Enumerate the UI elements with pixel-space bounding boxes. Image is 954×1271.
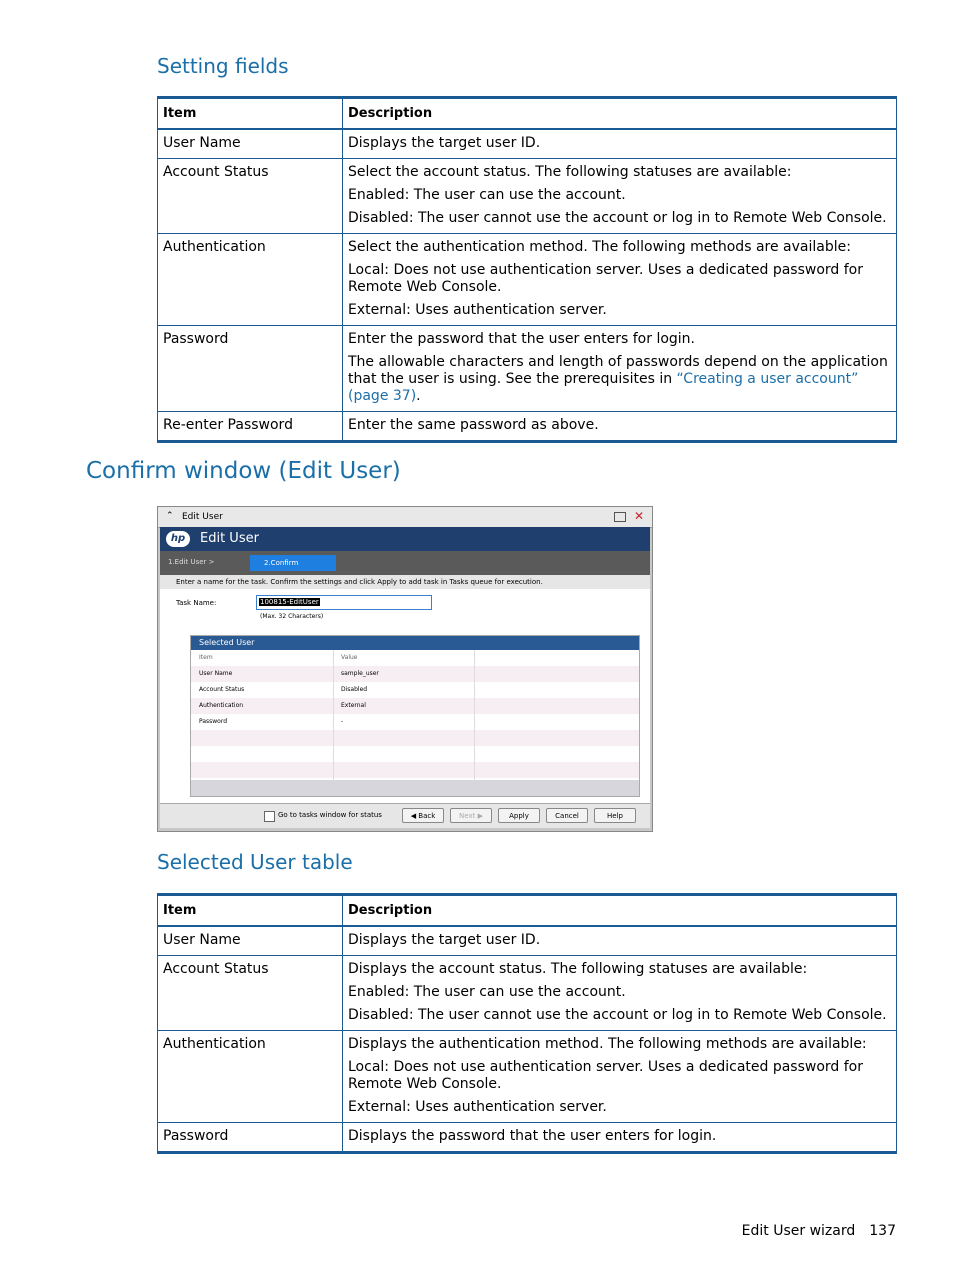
column-header-item: Item [158,895,343,927]
close-icon[interactable]: ✕ [633,509,644,523]
selected-user-header-row [191,650,639,667]
item-cell: Account Status [199,686,245,693]
description-text-part: The allowable characters and length of passwords depend on the application that the user is using. See the prerequisites in [348,354,888,387]
item-cell: Authentication [199,702,244,709]
go-to-tasks-label: Go to tasks window for status [278,811,382,819]
table-row [158,326,897,412]
table-row [158,1031,897,1123]
description-text: Select the account status. The following statuses are available: [348,164,792,180]
description-cell [343,1031,897,1123]
description-text: Local: Does not use authentication server. Uses a dedicated password for Remote Web Console. [348,1059,864,1092]
description-cell [343,1123,897,1153]
back-button[interactable]: ◀ Back [402,808,444,823]
description-cell [343,326,897,412]
description-cell [343,956,897,1031]
table-row [158,956,897,1031]
table-row [158,926,897,956]
step-edit-user[interactable]: 1.Edit User > [168,558,215,566]
column-header-item: Item [199,654,213,661]
next-button[interactable]: Next ▶ [450,808,492,823]
wizard-steps [160,551,650,575]
task-name-value: 100815-EditUser [260,598,319,606]
description-cell [343,159,897,234]
empty-row [191,762,639,778]
selected-user-title: Selected User [191,636,639,650]
table-row [158,412,897,442]
window-title: Edit User [182,512,223,522]
description-text: External: Uses authentication server. [348,1099,607,1115]
table-row [191,666,639,682]
item-cell: Password [199,718,228,725]
description-text [348,354,891,405]
instruction-text: Enter a name for the task. Confirm the settings and click Apply to add task in Tasks queue for execution. [160,575,650,589]
table-row [158,159,897,234]
description-text: Enter the password that the user enters for login. [348,331,696,347]
value-cell: - [341,718,344,725]
footer-title: Edit User wizard [741,1223,856,1239]
task-name-input[interactable] [256,595,432,610]
item-cell: Authentication [158,1031,343,1123]
dialog-body [160,575,650,803]
description-text: Displays the account status. The following statuses are available: [348,961,808,977]
section-heading-selected-user-table: Selected User table [157,850,353,874]
dialog-header [160,527,650,551]
description-text: Displays the password that the user enters for login. [348,1128,717,1144]
section-heading-confirm-window: Confirm window (Edit User) [86,458,401,484]
item-cell: Password [158,1123,343,1153]
item-cell: Password [158,326,343,412]
collapse-icon: ⌃ [166,511,174,521]
description-text: Disabled: The user cannot use the account or log in to Remote Web Console. [348,1007,887,1023]
task-name-label: Task Name: [176,599,217,607]
go-to-tasks-checkbox[interactable] [264,811,275,822]
confirm-window-screenshot [157,506,653,832]
value-cell: sample_user [341,670,379,677]
item-cell: User Name [158,926,343,956]
table-row [191,698,639,714]
description-text: Select the authentication method. The following methods are available: [348,239,851,255]
section-heading-setting-fields: Setting fields [157,54,289,78]
description-text: Enabled: The user can use the account. [348,984,626,1000]
table-row [191,714,639,730]
column-divider [333,650,334,780]
page-footer [742,1223,896,1239]
description-text: Displays the target user ID. [348,135,541,151]
description-cell [343,129,897,159]
column-header-value: Value [341,654,358,661]
description-text: Local: Does not use authentication server. Uses a dedicated password for Remote Web Console. [348,262,864,295]
table-row [191,682,639,698]
dialog-title: Edit User [200,531,259,546]
task-name-note: (Max. 32 Characters) [260,613,324,620]
selected-user-panel [190,635,640,797]
cancel-button[interactable]: Cancel [546,808,588,823]
dialog-footer [160,803,650,828]
description-text: Displays the authentication method. The following methods are available: [348,1036,867,1052]
item-cell: Account Status [158,159,343,234]
description-text: Enabled: The user can use the account. [348,187,626,203]
description-cell [343,926,897,956]
item-cell: User Name [199,670,233,677]
help-button[interactable]: Help [594,808,636,823]
apply-button[interactable]: Apply [498,808,540,823]
creating-user-account-link[interactable]: “Creating a user account” (page 37) [348,371,859,404]
table-row [158,234,897,326]
selected-user-table [157,893,897,1154]
value-cell: External [341,702,366,709]
window-titlebar [158,507,652,528]
maximize-icon[interactable] [614,512,626,522]
page-number: 137 [869,1223,896,1239]
description-cell [343,234,897,326]
column-header-item: Item [158,98,343,130]
description-text: External: Uses authentication server. [348,302,607,318]
description-text-part: . [416,388,421,404]
description-cell [343,412,897,442]
item-cell: Re-enter Password [158,412,343,442]
description-text: Disabled: The user cannot use the account or log in to Remote Web Console. [348,210,887,226]
item-cell: User Name [158,129,343,159]
table-header-row [158,895,897,927]
empty-row [191,730,639,746]
table-row [158,129,897,159]
item-cell: Account Status [158,956,343,1031]
step-confirm: 2.Confirm [250,555,336,571]
description-text: Enter the same password as above. [348,417,599,433]
table-header-row [158,98,897,130]
hp-logo: hp [166,531,190,547]
value-cell: Disabled [341,686,368,693]
table-footer [191,780,639,796]
table-row [158,1123,897,1153]
column-divider [474,650,475,780]
setting-fields-table [157,96,897,443]
description-text: Displays the target user ID. [348,932,541,948]
column-header-description: Description [343,895,897,927]
column-header-description: Description [343,98,897,130]
item-cell: Authentication [158,234,343,326]
